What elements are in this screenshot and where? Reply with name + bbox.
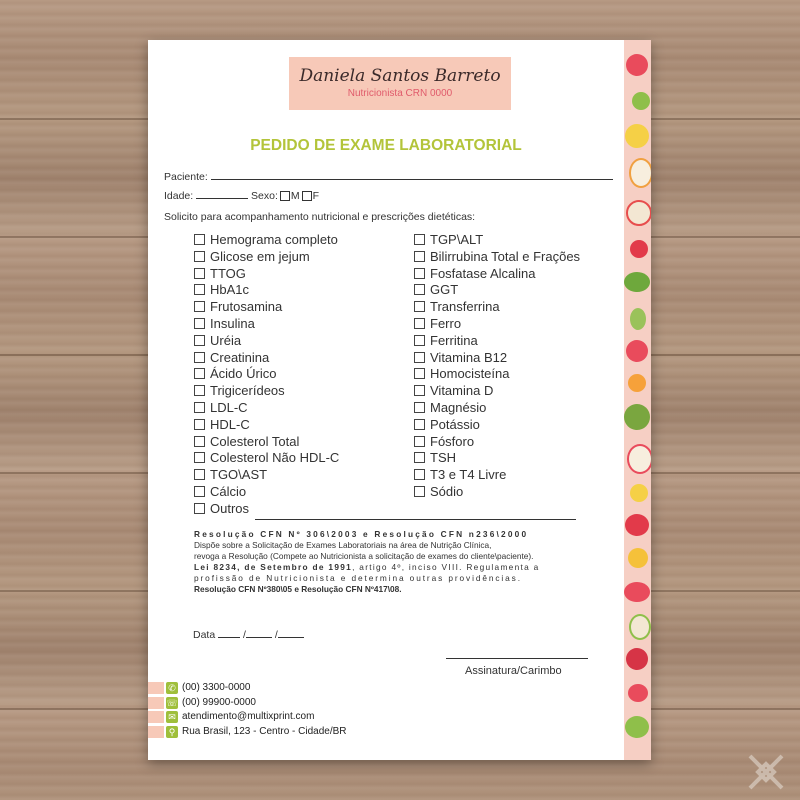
exam-label: TSH <box>430 450 456 466</box>
exam-label: Glicose em jejum <box>210 248 310 264</box>
exam-label: Ácido Úrico <box>210 366 277 382</box>
exam-checkbox[interactable] <box>194 335 205 346</box>
exam-checkbox[interactable] <box>194 486 205 497</box>
exam-checkbox[interactable] <box>194 318 205 329</box>
exam-label: Vitamina D <box>430 383 494 399</box>
exam-item[interactable] <box>194 366 339 383</box>
exam-label: Ferritina <box>430 332 478 348</box>
location-pin-icon: ⚲ <box>166 726 178 738</box>
sex-f-label: F <box>312 190 320 202</box>
legal-law-bold: Lei 8234, de Setembro de 1991 <box>194 562 353 572</box>
exam-label: HDL-C <box>210 416 250 432</box>
patient-field[interactable] <box>164 170 613 183</box>
exam-list-right <box>414 232 580 501</box>
legal-text-line: revoga a Resolução (Compete ao Nutricionista a solicitação de exames do cliente\paciente). <box>194 551 534 561</box>
exam-item[interactable] <box>194 333 339 350</box>
exam-checkbox[interactable] <box>414 284 425 295</box>
exam-item[interactable] <box>194 232 339 249</box>
exam-checkbox[interactable] <box>194 402 205 413</box>
exam-item[interactable] <box>194 434 339 451</box>
exam-checkbox[interactable] <box>414 352 425 363</box>
exam-checkbox[interactable] <box>194 234 205 245</box>
page-title: PEDIDO DE EXAME LABORATORIAL <box>250 137 522 154</box>
exam-label: Trigicerídeos <box>210 383 285 399</box>
signature-label: Assinatura/Carimbo <box>465 665 562 677</box>
sex-m-label: M <box>290 190 300 202</box>
legal-notice <box>194 529 588 595</box>
exam-item[interactable] <box>194 249 339 266</box>
exam-item[interactable] <box>414 350 580 367</box>
exam-checkbox[interactable] <box>194 385 205 396</box>
exam-item[interactable] <box>194 383 339 400</box>
exam-item[interactable] <box>414 333 580 350</box>
phone-icon: ✆ <box>166 682 178 694</box>
exam-checkbox[interactable] <box>414 469 425 480</box>
exam-item[interactable] <box>414 467 580 484</box>
legal-text-line: Dispõe sobre a Solicitação de Exames Laboratoriais na área de Nutrição Clínica, <box>194 540 492 550</box>
exam-item[interactable] <box>194 484 339 501</box>
legal-law-rest: , artigo 4º, inciso VIII. Regulamenta a <box>352 562 540 572</box>
request-text: Solicito para acompanhamento nutricional e prescrições dietéticas: <box>164 211 476 223</box>
exam-checkbox[interactable] <box>194 452 205 463</box>
exam-item[interactable] <box>194 400 339 417</box>
exam-checkbox[interactable] <box>414 436 425 447</box>
exam-label: Magnésio <box>430 399 487 415</box>
contact-text: Rua Brasil, 123 - Centro - Cidade/BR <box>182 725 347 737</box>
exam-checkbox[interactable] <box>414 368 425 379</box>
exam-label: LDL-C <box>210 399 248 415</box>
email-icon: ✉ <box>166 711 178 723</box>
date-year-underline <box>278 628 304 638</box>
contact-accent-block <box>148 711 164 723</box>
header-name-box <box>289 57 511 110</box>
exam-checkbox[interactable] <box>194 268 205 279</box>
exam-item[interactable] <box>414 366 580 383</box>
sex-label: Sexo: <box>251 190 278 202</box>
exam-label: Hemograma completo <box>210 232 338 247</box>
exam-checkbox[interactable] <box>414 318 425 329</box>
exam-label: Colesterol Não HDL-C <box>210 450 340 466</box>
contact-text: (00) 99900-0000 <box>182 696 256 708</box>
contact-row <box>148 681 348 696</box>
exam-label: Frutosamina <box>210 299 283 315</box>
exam-label: Fósforo <box>430 433 475 449</box>
date-label: Data <box>193 629 216 641</box>
sex-f-checkbox[interactable] <box>302 191 312 201</box>
exam-item[interactable] <box>194 467 339 484</box>
contact-text: atendimento@multixprint.com <box>182 711 315 722</box>
exam-item[interactable] <box>414 232 580 249</box>
exam-checkbox[interactable] <box>414 452 425 463</box>
exam-label: TTOG <box>210 265 246 281</box>
exam-item[interactable] <box>194 266 339 283</box>
exam-item[interactable] <box>194 299 339 316</box>
exam-checkbox[interactable] <box>414 301 425 312</box>
exam-checkbox[interactable] <box>414 268 425 279</box>
outros-underline[interactable] <box>255 509 576 523</box>
exam-item[interactable] <box>194 350 339 367</box>
exam-item[interactable] <box>414 316 580 333</box>
exam-label: Outros <box>210 500 250 516</box>
age-sex-row <box>164 189 319 202</box>
contact-row <box>148 725 348 740</box>
exam-label: Insulina <box>210 315 255 331</box>
contact-text: (00) 3300-0000 <box>182 682 251 693</box>
exam-checkbox[interactable] <box>414 402 425 413</box>
exam-label: Homocisteína <box>430 366 510 382</box>
exam-label: Fosfatase Alcalina <box>430 265 536 281</box>
nutritionist-crn: Nutricionista CRN 0000 <box>347 88 453 99</box>
nutritionist-name: Daniela Santos Barreto <box>299 66 501 86</box>
legal-resolution-line: Resolução CFN Nº380\05 e Resolução CFN Nº417\08. <box>194 584 402 594</box>
exam-item[interactable] <box>414 249 580 266</box>
exam-checkbox[interactable] <box>194 284 205 295</box>
date-day-underline <box>218 628 240 638</box>
contact-list <box>148 681 348 739</box>
exam-label: Vitamina B12 <box>430 349 508 365</box>
exam-list-left <box>194 232 339 518</box>
patient-label: Paciente: <box>164 171 208 183</box>
exam-item[interactable] <box>194 282 339 299</box>
exam-checkbox[interactable] <box>414 251 425 262</box>
exam-item[interactable] <box>194 450 339 467</box>
exam-label: Transferrina <box>430 299 500 315</box>
exam-request-sheet <box>148 40 651 760</box>
exam-item[interactable] <box>414 434 580 451</box>
contact-accent-block <box>148 697 164 709</box>
legal-law-line <box>194 562 588 573</box>
exam-checkbox[interactable] <box>194 368 205 379</box>
exam-checkbox[interactable] <box>194 301 205 312</box>
exam-checkbox[interactable] <box>194 469 205 480</box>
exam-item[interactable] <box>194 316 339 333</box>
exam-item[interactable] <box>414 484 580 501</box>
exam-label: T3 e T4 Livre <box>430 467 507 483</box>
exam-item[interactable] <box>414 417 580 434</box>
contact-row <box>148 710 348 725</box>
exam-item[interactable] <box>414 383 580 400</box>
contact-accent-block <box>148 682 164 694</box>
exam-label: Ferro <box>430 315 462 331</box>
exam-checkbox[interactable] <box>194 352 205 363</box>
age-underline[interactable] <box>196 189 248 199</box>
multix-watermark-logo <box>746 752 786 792</box>
exam-checkbox[interactable] <box>194 503 205 514</box>
patient-underline <box>211 170 613 180</box>
date-month-underline <box>246 628 272 638</box>
exam-checkbox[interactable] <box>414 419 425 430</box>
sex-m-checkbox[interactable] <box>280 191 290 201</box>
age-label: Idade: <box>164 190 194 202</box>
exam-label: Bilirrubina Total e Frações <box>430 248 581 264</box>
outros-underline-bar <box>255 509 576 520</box>
contact-row <box>148 696 348 711</box>
exam-item[interactable] <box>414 299 580 316</box>
exam-label: Colesterol Total <box>210 433 300 449</box>
date-field[interactable]: Data / / <box>193 628 304 641</box>
exam-item[interactable] <box>414 400 580 417</box>
exam-item[interactable] <box>414 450 580 467</box>
exam-checkbox[interactable] <box>194 436 205 447</box>
legal-text-line: profissão de Nutricionista e determina outras providências. <box>194 573 522 583</box>
exam-checkbox[interactable] <box>414 486 425 497</box>
signature-line[interactable] <box>446 658 588 659</box>
exam-label: Sódio <box>430 483 464 499</box>
contact-accent-block <box>148 726 164 738</box>
exam-label: Uréia <box>210 332 242 348</box>
exam-label: Creatinina <box>210 349 270 365</box>
exam-label: Cálcio <box>210 483 247 499</box>
exam-checkbox[interactable] <box>414 234 425 245</box>
legal-resolution-line: Resolução CFN Nº 306\2003 e Resolução CFN n236\2000 <box>194 529 529 539</box>
exam-item[interactable] <box>194 417 339 434</box>
exam-checkbox[interactable] <box>194 419 205 430</box>
exam-label: Potássio <box>430 416 480 432</box>
exam-checkbox[interactable] <box>414 385 425 396</box>
exam-item[interactable] <box>414 266 580 283</box>
exam-item[interactable] <box>414 282 580 299</box>
exam-label: GGT <box>430 282 459 298</box>
exam-label: HbA1c <box>210 282 250 298</box>
exam-label: TGP\ALT <box>430 232 484 247</box>
fruit-pattern-strip <box>624 40 651 760</box>
exam-checkbox[interactable] <box>414 335 425 346</box>
whatsapp-icon: ☏ <box>166 697 178 708</box>
exam-label: TGO\AST <box>210 467 268 483</box>
exam-checkbox[interactable] <box>194 251 205 262</box>
